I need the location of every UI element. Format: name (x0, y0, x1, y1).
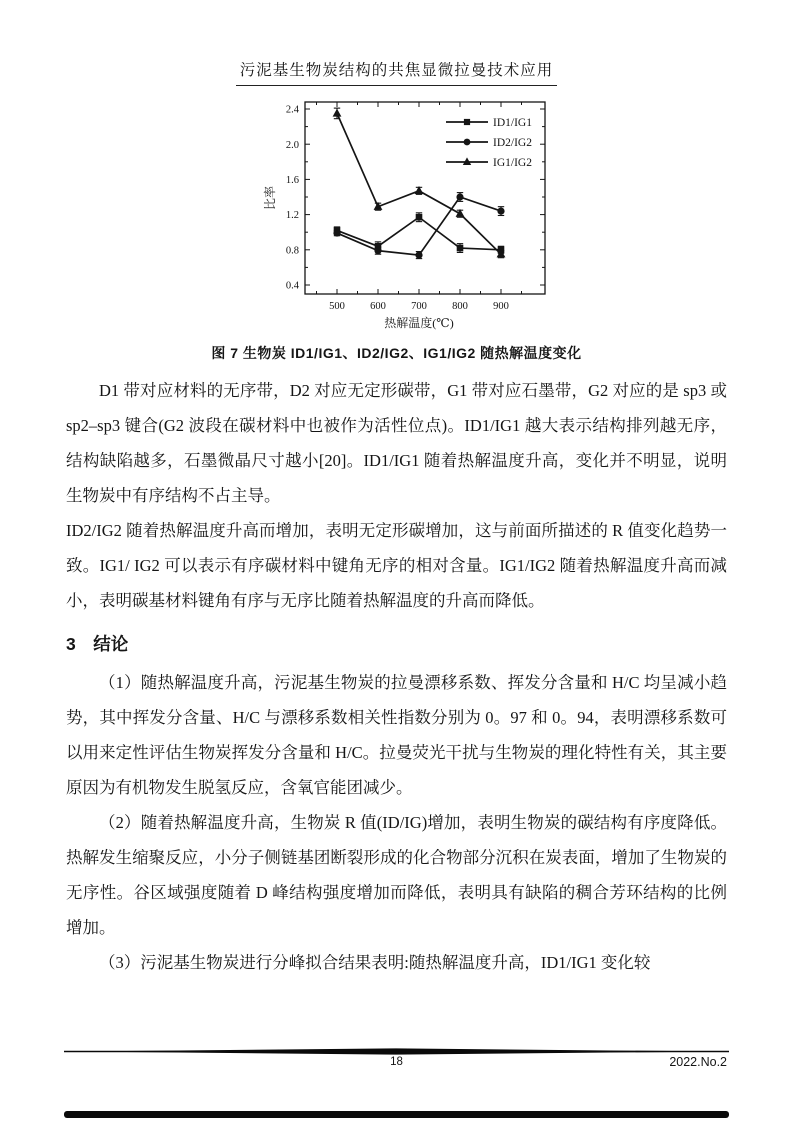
svg-text:2.4: 2.4 (285, 104, 299, 116)
figure (0, 94, 793, 363)
paragraph-2: ID2/IG2 随着热解温度升高而增加，表明无定形碳增加，这与前面所描述的 R 值变化趋势一致。IG1/ IG2 可以表示有序碳材料中键角无序的相对含量。IG1/IG2 随着热解温度升高而减小，表明碳基材料键角有序与无序比随着热解温度的升高而降低。 (66, 521, 727, 610)
paragraph-3: （1）随热解温度升高，污泥基生物炭的拉曼漂移系数、挥发分含量和 H/C 均呈减小趋势，其中挥发分含量、H/C 与漂移系数相关性指数分别为 0。97 和 0。94，表明漂移系数可以用来定性评估生物炭挥发分含量和 H/C。拉曼荧光干扰与生物炭的理化特性有关，其主要原因为有机物发生脱氢反应，含氧官能团减少。 (66, 673, 727, 797)
svg-text:800: 800 (451, 301, 468, 312)
figure-caption: 图 7 生物炭 ID1/IG1、ID2/IG2、IG1/IG2 随热解温度变化 (211, 345, 582, 361)
svg-text:ID1/IG1: ID1/IG1 (492, 117, 532, 129)
page-header (0, 0, 793, 86)
svg-text:2.0: 2.0 (285, 139, 299, 151)
svg-text:0.8: 0.8 (285, 245, 299, 257)
page-footer (64, 1048, 729, 1073)
svg-text:比率: 比率 (262, 185, 277, 211)
issue-label: 2022.No.2 (669, 1055, 727, 1069)
svg-text:ID2/IG2: ID2/IG2 (492, 137, 532, 149)
svg-text:1.6: 1.6 (285, 175, 299, 186)
paragraph-5: （3）污泥基生物炭进行分峰拟合结果表明:随热解温度升高，ID1/IG1 变化较 (99, 953, 651, 972)
svg-text:700: 700 (410, 301, 427, 312)
figure-chart (260, 94, 570, 336)
body-text (0, 363, 793, 980)
svg-text:1.2: 1.2 (285, 210, 299, 222)
page-number: 18 (390, 1056, 403, 1068)
svg-text:0.4: 0.4 (285, 280, 299, 292)
svg-text:600: 600 (369, 301, 386, 312)
svg-text:热解温度(℃): 热解温度(℃) (383, 316, 454, 330)
svg-text:IG1/IG2: IG1/IG2 (492, 157, 532, 169)
header-title: 污泥基生物炭结构的共焦显微拉曼技术应用 (236, 58, 558, 86)
footer-row (64, 1055, 729, 1073)
footer-rule (64, 1048, 729, 1055)
svg-text:500: 500 (328, 301, 345, 312)
conclusion-heading: 3 结论 (66, 634, 129, 654)
paragraph-4: （2）随着热解温度升高，生物炭 R 值(ID/IG)增加，表明生物炭的碳结构有序度降低。热解发生缩聚反应，小分子侧链基团断裂形成的化合物部分沉积在炭表面，增加了生物炭的无序性。谷区域强度随着 D 峰结构强度增加而降低，表明具有缺陷的稠合芳环结构的比例增加。 (66, 813, 727, 937)
svg-text:900: 900 (492, 301, 509, 312)
bottom-page-edge (64, 1111, 729, 1118)
paragraph-1: D1 带对应材料的无序带，D2 对应无定形碳带，G1 带对应石墨带，G2 对应的是 sp3 或 sp2–sp3 键合(G2 波段在碳材料中也被作为活性位点)。ID1/IG1 越大表示结构排列越无序，结构缺陷越多，石墨微晶尺寸越小[20]。ID1/IG1 随着热解温度升高，变化并不明显，说明生物炭中有序结构不占主导。 (66, 381, 727, 505)
